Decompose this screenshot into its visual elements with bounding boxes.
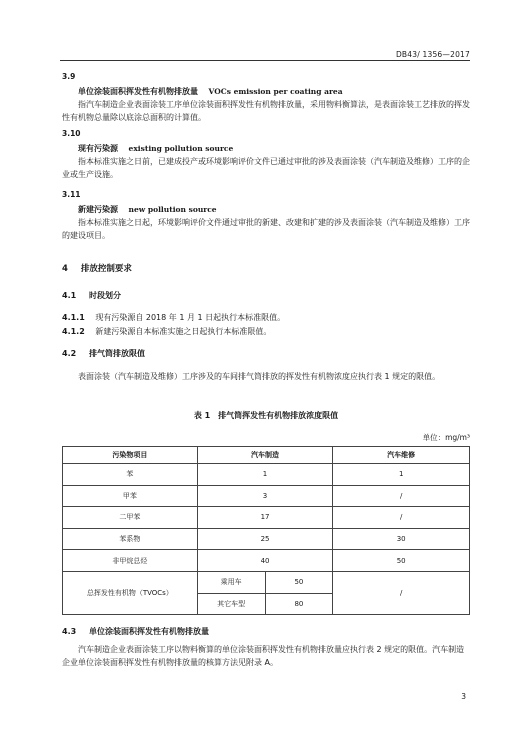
table-cell: / — [333, 507, 470, 529]
section-3-9-definition: 指汽车制造企业表面涂装工序单位涂装面积挥发性有机物排放量，采用物料衡算法，是表面涂装工艺排放的挥发性有机物总量除以底涂总面积的计算值。 — [62, 100, 470, 122]
table-row — [63, 485, 470, 507]
section-4-3-heading — [62, 626, 209, 637]
section-4-3-number: 4.3 — [62, 627, 77, 636]
table-cell: 1 — [333, 464, 470, 486]
section-4-title: 排放控制要求 — [80, 264, 132, 274]
table-cell: 17 — [197, 507, 333, 529]
section-4-1-2-text: 新建污染源自本标准实施之日起执行本标准限值。 — [95, 327, 272, 336]
section-4-1-1 — [62, 312, 285, 323]
table-cell: 苯 — [63, 464, 198, 486]
section-3-10-term — [78, 143, 233, 154]
section-4-1-number: 4.1 — [62, 291, 77, 300]
tvoc-label: 总挥发性有机物（TVOCs） — [63, 571, 198, 614]
table-1-caption: 表 1 排气筒挥发性有机物排放浓度限值 — [193, 411, 339, 420]
term-cn: 现有污染源 — [78, 144, 118, 153]
page-number: 3 — [461, 692, 466, 701]
table-cell: 苯系物 — [63, 528, 198, 550]
table-row — [63, 507, 470, 529]
section-4-3-text: 汽车制造企业表面涂装工序以物料衡算的单位涂装面积挥发性有机物排放量应执行表 2 规定的限值。汽车制造企业单位涂装面积挥发性有机物排放量的核算方法见附录 A。 — [62, 645, 465, 667]
section-3-11-definition: 指本标准实施之日起，环境影响评价文件通过审批的新建、改建和扩建的涉及表面涂装（汽车制造及维修）工序的建设项目。 — [62, 218, 470, 240]
term-en: new pollution source — [128, 205, 217, 214]
table-row — [63, 550, 470, 572]
section-4-1-1-text: 现有污染源自 2018 年 1 月 1 日起执行本标准限值。 — [95, 313, 286, 322]
table-cell: 非甲烷总烃 — [63, 550, 198, 572]
document-code: DB43/ 1356—2017 — [395, 50, 470, 59]
header-manufacturing: 汽车制造 — [197, 447, 333, 464]
section-3-9-number: 3.9 — [62, 72, 76, 81]
tvoc-sub-passenger: 乘用车 — [197, 571, 265, 593]
section-4-2-title: 排气筒排放限值 — [88, 349, 145, 358]
section-4-1-title: 时段划分 — [88, 291, 121, 300]
section-4-2-heading — [62, 348, 145, 359]
section-4-1-2 — [62, 326, 271, 337]
table-cell: 40 — [197, 550, 333, 572]
term-cn: 新建污染源 — [78, 205, 118, 214]
section-4-heading — [62, 262, 132, 274]
table-cell: 1 — [197, 464, 333, 486]
header-divider — [60, 60, 470, 61]
section-4-1-1-number: 4.1.1 — [62, 313, 85, 322]
tvoc-val-passenger: 50 — [265, 571, 333, 593]
section-3-11-number: 3.11 — [62, 190, 81, 199]
section-3-9-term — [78, 86, 343, 97]
table-header-row — [63, 447, 470, 464]
table-cell: 25 — [197, 528, 333, 550]
section-4-2-number: 4.2 — [62, 349, 77, 358]
section-4-1-heading — [62, 290, 121, 301]
table-cell: / — [333, 485, 470, 507]
section-3-11-term — [78, 204, 217, 215]
table-1 — [62, 446, 470, 615]
section-4-2-text: 表面涂装（汽车制造及维修）工序涉及的车间排气筒排放的挥发性有机物浓度应执行表 1 规定的限值。 — [78, 372, 441, 381]
section-4-3-title: 单位涂装面积挥发性有机物排放量 — [88, 627, 209, 636]
header-repair: 汽车维修 — [333, 447, 470, 464]
term-en: existing pollution source — [128, 144, 234, 153]
term-en: VOCs emission per coating area — [208, 87, 343, 96]
section-3-10-number: 3.10 — [62, 129, 81, 138]
header-pollutant: 污染物项目 — [63, 447, 198, 464]
table-cell: 50 — [333, 550, 470, 572]
tvoc-sub-other: 其它车型 — [197, 593, 265, 615]
table-cell: 3 — [197, 485, 333, 507]
table-cell: 甲苯 — [63, 485, 198, 507]
table-row-tvoc — [63, 571, 470, 593]
table-cell: 二甲苯 — [63, 507, 198, 529]
tvoc-repair: / — [333, 571, 470, 614]
table-1-unit: 单位：mg/m³ — [422, 433, 470, 442]
section-4-number: 4 — [62, 264, 68, 274]
table-row — [63, 528, 470, 550]
section-3-10-definition: 指本标准实施之日前，已建成投产或环境影响评价文件已通过审批的涉及表面涂装（汽车制造及维修）工序的企业或生产设施。 — [62, 157, 470, 179]
table-cell: 30 — [333, 528, 470, 550]
term-cn: 单位涂装面积挥发性有机物排放量 — [78, 87, 198, 96]
tvoc-val-other: 80 — [265, 593, 333, 615]
section-4-1-2-number: 4.1.2 — [62, 327, 85, 336]
table-row — [63, 464, 470, 486]
